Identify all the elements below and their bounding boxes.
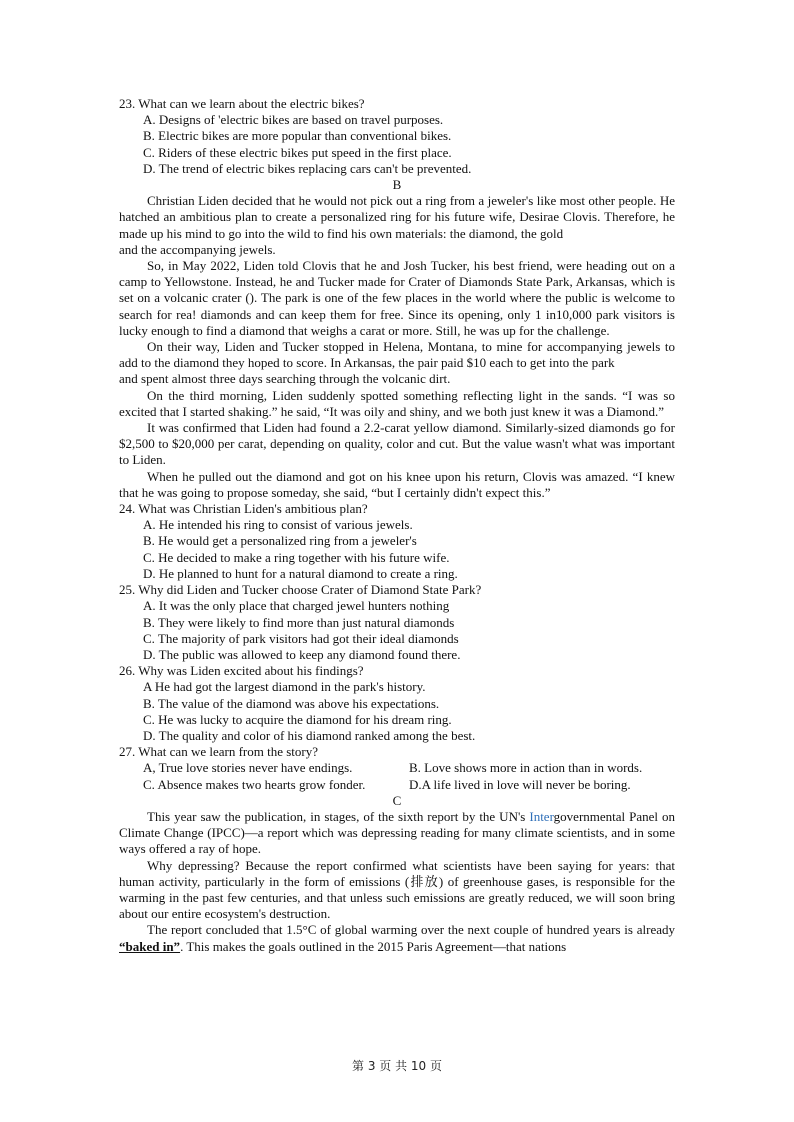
section-c-label: C (392, 792, 402, 808)
question-23-option-c: C. Riders of these electric bikes put speed in the first place. (143, 144, 452, 160)
passage-c-paragraph-3 (119, 922, 675, 954)
question-24-option-b: B. He would get a personalized ring from a jeweler's (143, 533, 417, 549)
question-25-option-b: B. They were likely to find more than just natural diamonds (143, 614, 455, 630)
question-27-stem: 27. What can we learn from the story? (119, 744, 319, 760)
passage-b-paragraph-6: When he pulled out the diamond and got on his knee upon his return, Clovis was amazed. “I knew that he was going to propose someday, she said, “but I certainly didn't expect this.” (119, 468, 675, 500)
question-26-option-c: C. He was lucky to acquire the diamond for his dream ring. (143, 711, 452, 727)
question-26-option-a: A He had got the largest diamond in the park's history. (143, 679, 426, 695)
passage-c-paragraph-1-start: This year saw the publication, in stages, of the sixth report by the UN's (147, 808, 530, 824)
question-24-option-c: C. He decided to make a ring together with his future wife. (143, 549, 450, 565)
question-25-option-c: C. The majority of park visitors had got their ideal diamonds (143, 630, 459, 646)
passage-b-paragraph-1-continued: and the accompanying jewels. (119, 241, 276, 257)
passage-b-paragraph-1: Christian Liden decided that he would not pick out a ring from a jeweler's like most other people. He hatched an ambitious plan to create a personalized ring for his future wife, Desirae Clovis. Therefore, he made up his mind to go into the wild to find his own materials: the diamond, the gold (119, 193, 675, 241)
passage-b-paragraph-3-continued: and spent almost three days searching through the volcanic dirt. (119, 371, 451, 387)
passage-b-paragraph-2: So, in May 2022, Liden told Clovis that he and Josh Tucker, his best friend, were heading out on a camp to Yellowstone. Instead, he and Tucker made for Crater of Diamonds State Park, Arkansas, which is set on a volcanic crater (). The park is one of the few places in the world where the public is welcome to search for rea! diamonds and can keep them for free. Since its opening, only 1 in10,000 park visitors is lucky enough to find a diamond that weighs a carat or more. Still, he was up for the challenge. (119, 258, 675, 338)
question-27-option-a: A, True love stories never have endings. (143, 760, 353, 776)
passage-c-highlighted-text: Inter (529, 808, 554, 824)
passage-c-underlined-phrase: “baked in” (119, 938, 181, 954)
question-23-option-b: B. Electric bikes are more popular than conventional bikes. (143, 128, 452, 144)
question-24-option-a: A. He intended his ring to consist of various jewels. (143, 517, 413, 533)
question-27-option-b: B. Love shows more in action than in words. (409, 760, 643, 776)
question-26-option-b: B. The value of the diamond was above his expectations. (143, 695, 440, 711)
question-25-stem: 25. Why did Liden and Tucker choose Crater of Diamond State Park? (119, 582, 482, 598)
passage-c-paragraph-1-end: governmental Panel on Climate Change (IPCC)—a report which was depressing reading for many climate scientists, and in some ways offered a ray of hope. (119, 808, 676, 857)
question-27-options-row-1 (119, 760, 675, 776)
question-27-option-d: D.A life lived in love will never be boring. (409, 776, 631, 792)
question-23-option-a: A. Designs of 'electric bikes are based on travel purposes. (143, 112, 444, 128)
question-27-option-c: C. Absence makes two hearts grow fonder. (143, 776, 366, 792)
question-26-option-d: D. The quality and color of his diamond ranked among the best. (143, 727, 476, 743)
passage-b-paragraph-4: On the third morning, Liden suddenly spotted something reflecting light in the sands. “I was so excited that I started shaking.” he said, “It was oily and shiny, and we both just knew it was a Diamond.” (119, 387, 675, 419)
section-b-label: B (392, 177, 402, 193)
question-23-option-d: D. The trend of electric bikes replacing cars can't be prevented. (143, 160, 472, 176)
question-25-option-a: A. It was the only place that charged jewel hunters nothing (143, 598, 450, 614)
question-24-option-d: D. He planned to hunt for a natural diamond to create a ring. (143, 565, 458, 581)
passage-c-paragraph-2: Why depressing? Because the report confirmed what scientists have been saying for years: that human activity, particularly in the form of emissions (排放) of greenhouse gases, is responsible for the warming in the past few centuries, and that unless such emissions are greatly reduced, we will soon bring about our entire ecosystem's destruction. (119, 857, 675, 922)
question-25-option-d: D. The public was allowed to keep any diamond found there. (143, 646, 461, 662)
question-26-stem: 26. Why was Liden excited about his findings? (119, 663, 364, 679)
question-24-stem: 24. What was Christian Liden's ambitious plan? (119, 501, 368, 517)
page-footer: 第 3 页 共 10 页 (352, 1059, 442, 1073)
question-27-options-row-2 (119, 777, 675, 793)
question-23-stem: 23. What can we learn about the electric bikes? (119, 96, 365, 111)
passage-c-paragraph-3-start: The report concluded that 1.5°C of global warming over the next couple of hundred years is already (147, 922, 675, 938)
page-content (119, 96, 675, 955)
passage-c-paragraph-1 (119, 809, 675, 858)
passage-b-paragraph-5: It was confirmed that Liden had found a 2.2-carat yellow diamond. Similarly-sized diamonds go for $2,500 to $20,000 per carat, depending on quality, color and cut. But the value wasn't what was important to Liden. (119, 420, 675, 468)
passage-c-paragraph-3-end: . This makes the goals outlined in the 2015 Paris Agreement—that nations (180, 938, 567, 954)
passage-b-paragraph-3: On their way, Liden and Tucker stopped in Helena, Montana, to mine for accompanying jewels to add to the diamond they hoped to score. In Arkansas, the pair paid $10 each to get into the park (119, 339, 675, 371)
